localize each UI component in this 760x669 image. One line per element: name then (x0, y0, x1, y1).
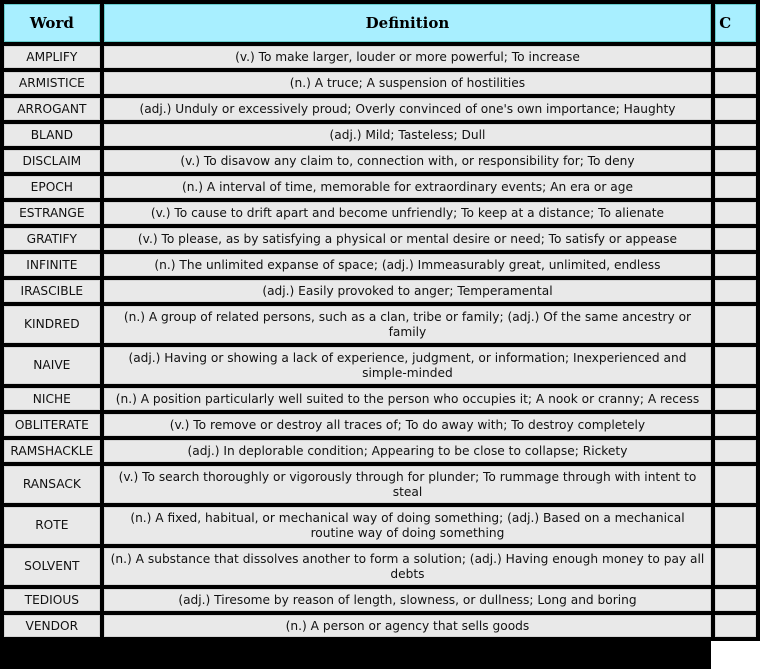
word-cell: RAMSHACKLE (4, 440, 100, 462)
word-cell: IRASCIBLE (4, 280, 100, 302)
definition-cell: (adj.) Mild; Tasteless; Dull (104, 124, 712, 146)
cut-off-cell (715, 202, 756, 224)
definition-cell: (v.) To please, as by satisfying a physical or mental desire or need; To satisfy or appease (104, 228, 712, 250)
definition-cell: (adj.) Unduly or excessively proud; Overly convinced of one's own importance; Haughty (104, 98, 712, 120)
word-cell: SOLVENT (4, 548, 100, 585)
table-row (4, 388, 756, 410)
table-row (4, 306, 756, 343)
table-row (4, 254, 756, 276)
definition-cell: (v.) To cause to drift apart and become unfriendly; To keep at a distance; To alienate (104, 202, 712, 224)
word-cell: ARROGANT (4, 98, 100, 120)
cut-off-cell (715, 507, 756, 544)
table-row (4, 202, 756, 224)
word-cell: VENDOR (4, 615, 100, 637)
definition-cell: (adj.) Tiresome by reason of length, slowness, or dullness; Long and boring (104, 589, 712, 611)
word-cell: INFINITE (4, 254, 100, 276)
table-row (4, 615, 756, 637)
cut-off-column-header: C (715, 4, 756, 42)
definition-cell: (n.) A group of related persons, such as a clan, tribe or family; (adj.) Of the same ancestry or family (104, 306, 712, 343)
cut-off-cell (715, 280, 756, 302)
definition-cell: (adj.) In deplorable condition; Appearing to be close to collapse; Rickety (104, 440, 712, 462)
table-row (4, 176, 756, 198)
definition-cell: (n.) A interval of time, memorable for extraordinary events; An era or age (104, 176, 712, 198)
table-row (4, 72, 756, 94)
word-cell: TEDIOUS (4, 589, 100, 611)
table-row (4, 98, 756, 120)
word-cell: NAIVE (4, 347, 100, 384)
cut-off-cell (715, 254, 756, 276)
cut-off-cell (715, 589, 756, 611)
cut-off-cell (715, 150, 756, 172)
word-cell: ARMISTICE (4, 72, 100, 94)
table-row (4, 414, 756, 436)
definition-cell: (adj.) Having or showing a lack of experience, judgment, or information; Inexperienced and simple-minded (104, 347, 712, 384)
table-row (4, 124, 756, 146)
definition-cell: (adj.) Easily provoked to anger; Temperamental (104, 280, 712, 302)
definition-cell: (n.) A position particularly well suited to the person who occupies it; A nook or cranny; A recess (104, 388, 712, 410)
definition-cell: (n.) The unlimited expanse of space; (adj.) Immeasurably great, unlimited, endless (104, 254, 712, 276)
definition-cell: (n.) A substance that dissolves another to form a solution; (adj.) Having enough money to pay all debts (104, 548, 712, 585)
table-row (4, 507, 756, 544)
cut-off-cell (715, 347, 756, 384)
word-cell: AMPLIFY (4, 46, 100, 68)
word-cell: RANSACK (4, 466, 100, 503)
definition-cell: (n.) A fixed, habitual, or mechanical way of doing something; (adj.) Based on a mechanical routine way of doing something (104, 507, 712, 544)
cut-off-cell (715, 615, 756, 637)
cut-off-cell (715, 466, 756, 503)
cut-off-cell (715, 548, 756, 585)
word-cell: NICHE (4, 388, 100, 410)
definition-column-header: Definition (104, 4, 712, 42)
word-cell: DISCLAIM (4, 150, 100, 172)
table-row (4, 548, 756, 585)
word-cell: GRATIFY (4, 228, 100, 250)
table-row (4, 228, 756, 250)
table-row (4, 347, 756, 384)
definition-cell: (v.) To disavow any claim to, connection with, or responsibility for; To deny (104, 150, 712, 172)
word-cell: ROTE (4, 507, 100, 544)
definition-cell: (n.) A person or agency that sells goods (104, 615, 712, 637)
table-row (4, 589, 756, 611)
definition-cell: (v.) To remove or destroy all traces of; To do away with; To destroy completely (104, 414, 712, 436)
table-row (4, 466, 756, 503)
cut-off-cell (715, 98, 756, 120)
cut-off-cell (715, 124, 756, 146)
table-row (4, 280, 756, 302)
definition-cell: (v.) To search thoroughly or vigorously through for plunder; To rummage through with intent to steal (104, 466, 712, 503)
word-cell: ESTRANGE (4, 202, 100, 224)
table-row (4, 150, 756, 172)
word-cell: EPOCH (4, 176, 100, 198)
cut-off-cell (715, 440, 756, 462)
definition-cell: (v.) To make larger, louder or more powerful; To increase (104, 46, 712, 68)
cut-off-cell (715, 388, 756, 410)
word-column-header: Word (4, 4, 100, 42)
cut-off-cell (715, 414, 756, 436)
cut-off-cell (715, 72, 756, 94)
cut-off-cell (715, 306, 756, 343)
header-row (4, 4, 756, 42)
cut-off-cell (715, 176, 756, 198)
table-row (4, 440, 756, 462)
word-cell: OBLITERATE (4, 414, 100, 436)
cut-off-cell (715, 46, 756, 68)
cut-off-cell (715, 228, 756, 250)
word-cell: BLAND (4, 124, 100, 146)
word-cell: KINDRED (4, 306, 100, 343)
table-row (4, 46, 756, 68)
definition-cell: (n.) A truce; A suspension of hostilities (104, 72, 712, 94)
